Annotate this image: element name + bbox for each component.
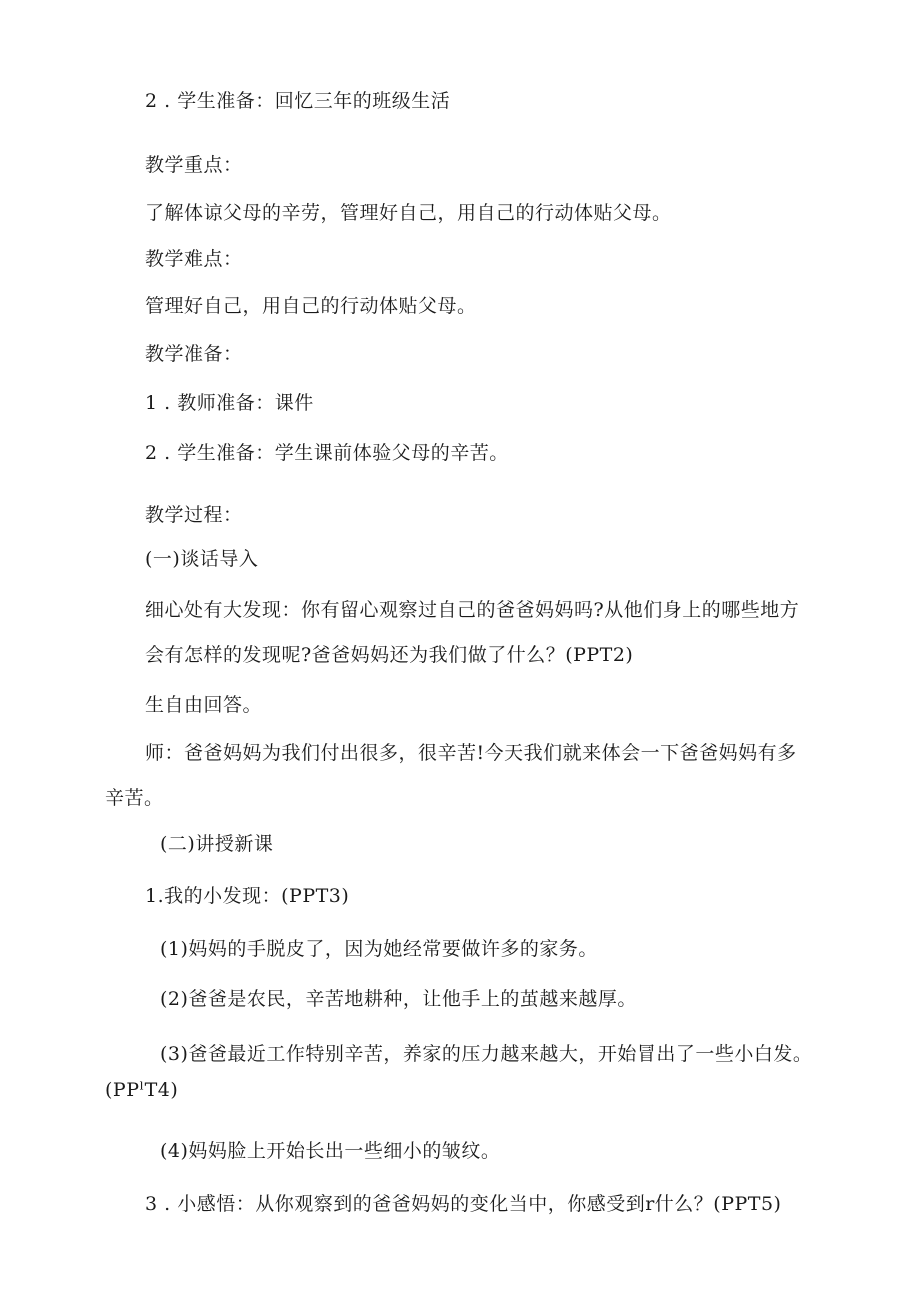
intro-paragraph-line-2: 会有怎样的发现呢?爸爸妈妈还为我们做了什么？(PPT2)	[145, 644, 634, 666]
teaching-difficulty-text: 管理好自己，用自己的行动体贴父母。	[145, 295, 477, 317]
my-discovery-heading: 1.我的小发现：(PPT3)	[145, 885, 350, 907]
teaching-focus-heading: 教学重点：	[145, 154, 243, 176]
student-prep: 2 . 学生准备：学生课前体验父母的辛苦。	[145, 442, 509, 464]
teacher-remark-line-1: 师：爸爸妈妈为我们付出很多，很辛苦!今天我们就来体会一下爸爸妈妈有多	[145, 742, 797, 764]
discovery-item-3-ref: (PPˡT4)	[105, 1079, 179, 1101]
teaching-focus-text: 了解体谅父母的辛劳，管理好自己，用自己的行动体贴父母。	[145, 202, 672, 224]
discovery-item-2: (2)爸爸是农民，辛苦地耕种，让他手上的茧越来越厚。	[160, 988, 637, 1010]
teaching-process-heading: 教学过程：	[145, 504, 243, 526]
discovery-item-3: (3)爸爸最近工作特别辛苦，养家的压力越来越大，开始冒出了一些小白发。	[160, 1043, 813, 1065]
section-intro-heading: (一)谈话导入	[145, 548, 259, 570]
intro-paragraph-line-1: 细心处有大发现：你有留心观察过自己的爸爸妈妈吗?从他们身上的哪些地方	[145, 599, 800, 621]
small-insight: 3 . 小感悟：从你观察到的爸爸妈妈的变化当中，你感受到r什么？(PPT5)	[145, 1193, 782, 1215]
discovery-item-4: (4)妈妈脸上开始长出一些细小的皱纹。	[160, 1140, 501, 1162]
teacher-remark-line-2: 辛苦。	[105, 787, 164, 809]
student-prep-review: 2 . 学生准备：回忆三年的班级生活	[145, 90, 451, 112]
section-new-lesson-heading: (二)讲授新课	[160, 833, 274, 855]
teacher-prep: 1 . 教师准备：课件	[145, 392, 314, 414]
teaching-prep-heading: 教学准备：	[145, 343, 243, 365]
teaching-difficulty-heading: 教学难点：	[145, 248, 243, 270]
student-answer: 生自由回答。	[145, 694, 263, 716]
discovery-item-1: (1)妈妈的手脱皮了，因为她经常要做许多的家务。	[160, 938, 598, 960]
